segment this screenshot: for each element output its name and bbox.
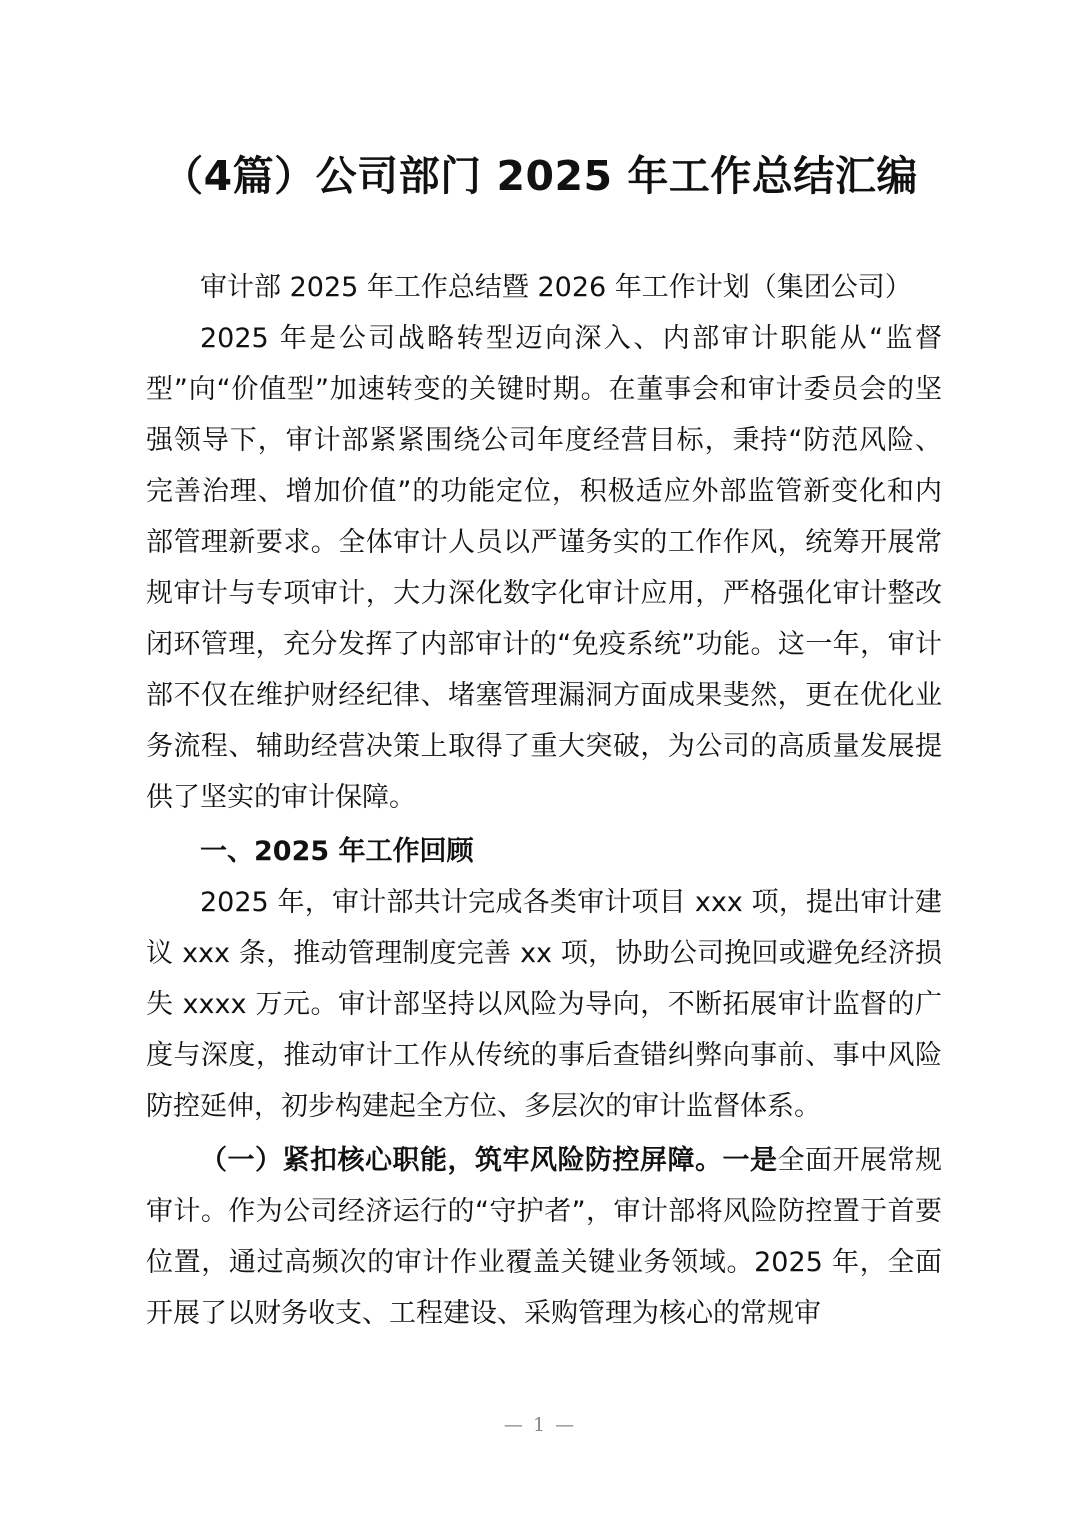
subsection-heading-risk-control: （一）紧扣核心职能，筑牢风险防控屏障。 — [200, 1145, 723, 1176]
document-title: （4篇）公司部门 2025 年工作总结汇编 — [162, 152, 918, 200]
section-heading-work-review: 一、2025 年工作回顾 — [200, 836, 474, 867]
section-paragraph-work-review: 2025 年，审计部共计完成各类审计项目 xxx 项，提出审计建议 xxx 条，推动管理制度完善 xx 项，协助公司挽回或避免经济损失 xxxx 万元。审计部坚持以风险为导向，不断拓展审计监督的广度与深度，推动审计工作从传统的事后查错纠弊向事前、事中风险防控延伸，初步构建起全方位、多层次的审计监督体系。 — [146, 887, 942, 1122]
page-number: — 1 — — [503, 1414, 577, 1436]
subsection-lead-first: 一是 — [722, 1145, 778, 1176]
subsection-paragraph-risk-control — [146, 1135, 942, 1339]
document-subtitle: 审计部 2025 年工作总结暨 2026 年工作计划（集团公司） — [200, 272, 912, 303]
intro-paragraph: 2025 年是公司战略转型迈向深入、内部审计职能从“监督型”向“价值型”加速转变的关键时期。在董事会和审计委员会的坚强领导下，审计部紧紧围绕公司年度经营目标，秉持“防范风险、完善治理、增加价值”的功能定位，积极适应外部监管新变化和内部管理新要求。全体审计人员以严谨务实的工作作风，统筹开展常规审计与专项审计，大力深化数字化审计应用，严格强化审计整改闭环管理，充分发挥了内部审计的“免疫系统”功能。这一年，审计部不仅在维护财经纪律、堵塞管理漏洞方面成果斐然，更在优化业务流程、辅助经营决策上取得了重大突破，为公司的高质量发展提供了坚实的审计保障。 — [146, 323, 942, 813]
subsection-text: 全面开展常规审计。作为公司经济运行的“守护者”，审计部将风险防控置于首要位置，通过高频次的审计作业覆盖关键业务领域。2025 年，全面开展了以财务收支、工程建设、采购管理为核心的常规审 — [146, 1145, 942, 1329]
document-body — [146, 262, 942, 1339]
